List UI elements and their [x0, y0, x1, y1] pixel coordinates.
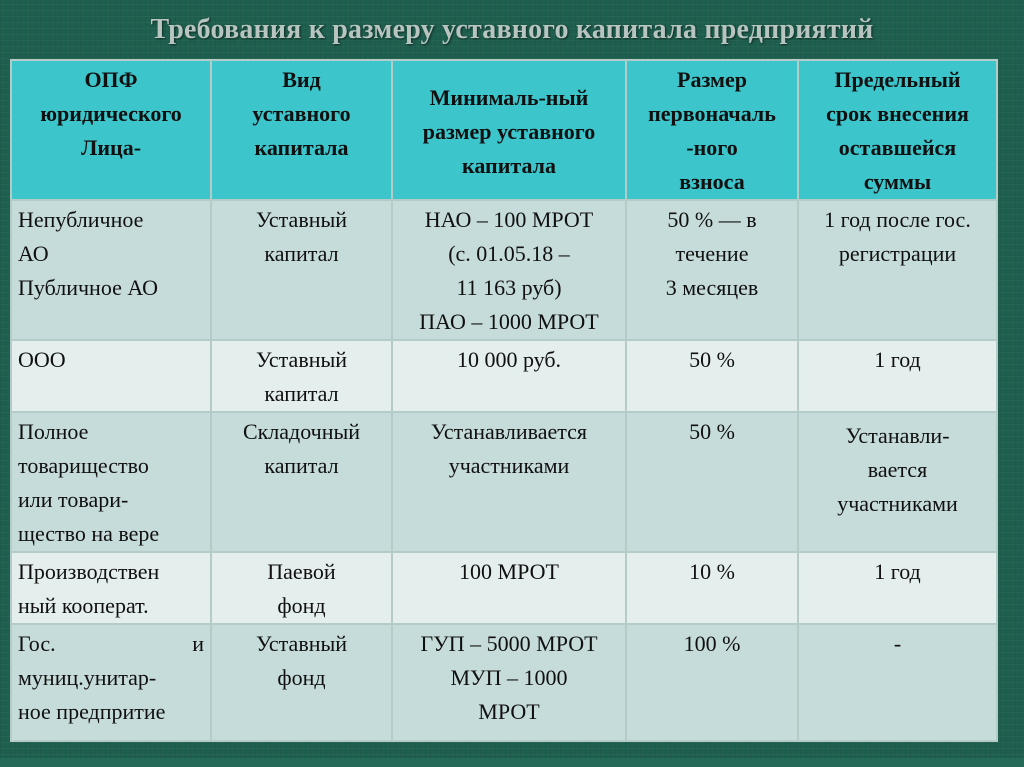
cell-payment-term: 1 год после гос. регистрации	[798, 200, 997, 340]
cell-capital-type: Уставный капитал	[211, 340, 392, 412]
table-row	[11, 412, 997, 552]
cell-minimum-size: 10 000 руб.	[392, 340, 626, 412]
cell-opf: ООО	[11, 340, 211, 412]
bottom-rule	[0, 758, 1024, 767]
cell-initial-payment: 50 %	[626, 340, 798, 412]
cell-minimum-size: НАО – 100 МРОТ (с. 01.05.18 – 11 163 руб) ПАО – 1000 МРОТ	[392, 200, 626, 340]
header-payment-term: Предельный срок внесения оставшейся суммы	[798, 60, 997, 200]
header-minimum-size: Минималь-ный размер уставного капитала	[392, 60, 626, 200]
cell-initial-payment: 50 %	[626, 412, 798, 552]
cell-minimum-size: Устанавливается участниками	[392, 412, 626, 552]
cell-opf: Производствен ный кооперат.	[11, 552, 211, 624]
cell-capital-type: Складочный капитал	[211, 412, 392, 552]
cell-capital-type: Паевой фонд	[211, 552, 392, 624]
cell-initial-payment: 100 %	[626, 624, 798, 741]
header-capital-type: Вид уставного капитала	[211, 60, 392, 200]
header-opf: ОПФ юридического Лица-	[11, 60, 211, 200]
cell-initial-payment: 10 %	[626, 552, 798, 624]
cell-capital-type: Уставный капитал	[211, 200, 392, 340]
cell-opf: Полное товарищество или товари- щество на вере	[11, 412, 211, 552]
table-row	[11, 624, 997, 741]
cell-payment-term: 1 год	[798, 340, 997, 412]
slide-title: Требования к размеру уставного капитала предприятий	[150, 14, 874, 45]
table-row	[11, 552, 997, 624]
cell-minimum-size: 100 МРОТ	[392, 552, 626, 624]
capital-requirements-table	[10, 59, 998, 742]
cell-minimum-size: ГУП – 5000 МРОТ МУП – 1000 МРОТ	[392, 624, 626, 741]
table-row	[11, 340, 997, 412]
cell-capital-type: Уставный фонд	[211, 624, 392, 741]
header-row	[11, 60, 997, 200]
table-row	[11, 200, 997, 340]
cell-payment-term: Устанавли- вается участниками	[798, 412, 997, 552]
cell-opf: Гос. и муниц.унитар- ное предпритие	[11, 624, 211, 741]
cell-initial-payment: 50 % — в течение 3 месяцев	[626, 200, 798, 340]
cell-payment-term: 1 год	[798, 552, 997, 624]
cell-payment-term: -	[798, 624, 997, 741]
cell-opf: Непубличное АО Публичное АО	[11, 200, 211, 340]
header-initial-payment: Размер первоначаль -ного взноса	[626, 60, 798, 200]
